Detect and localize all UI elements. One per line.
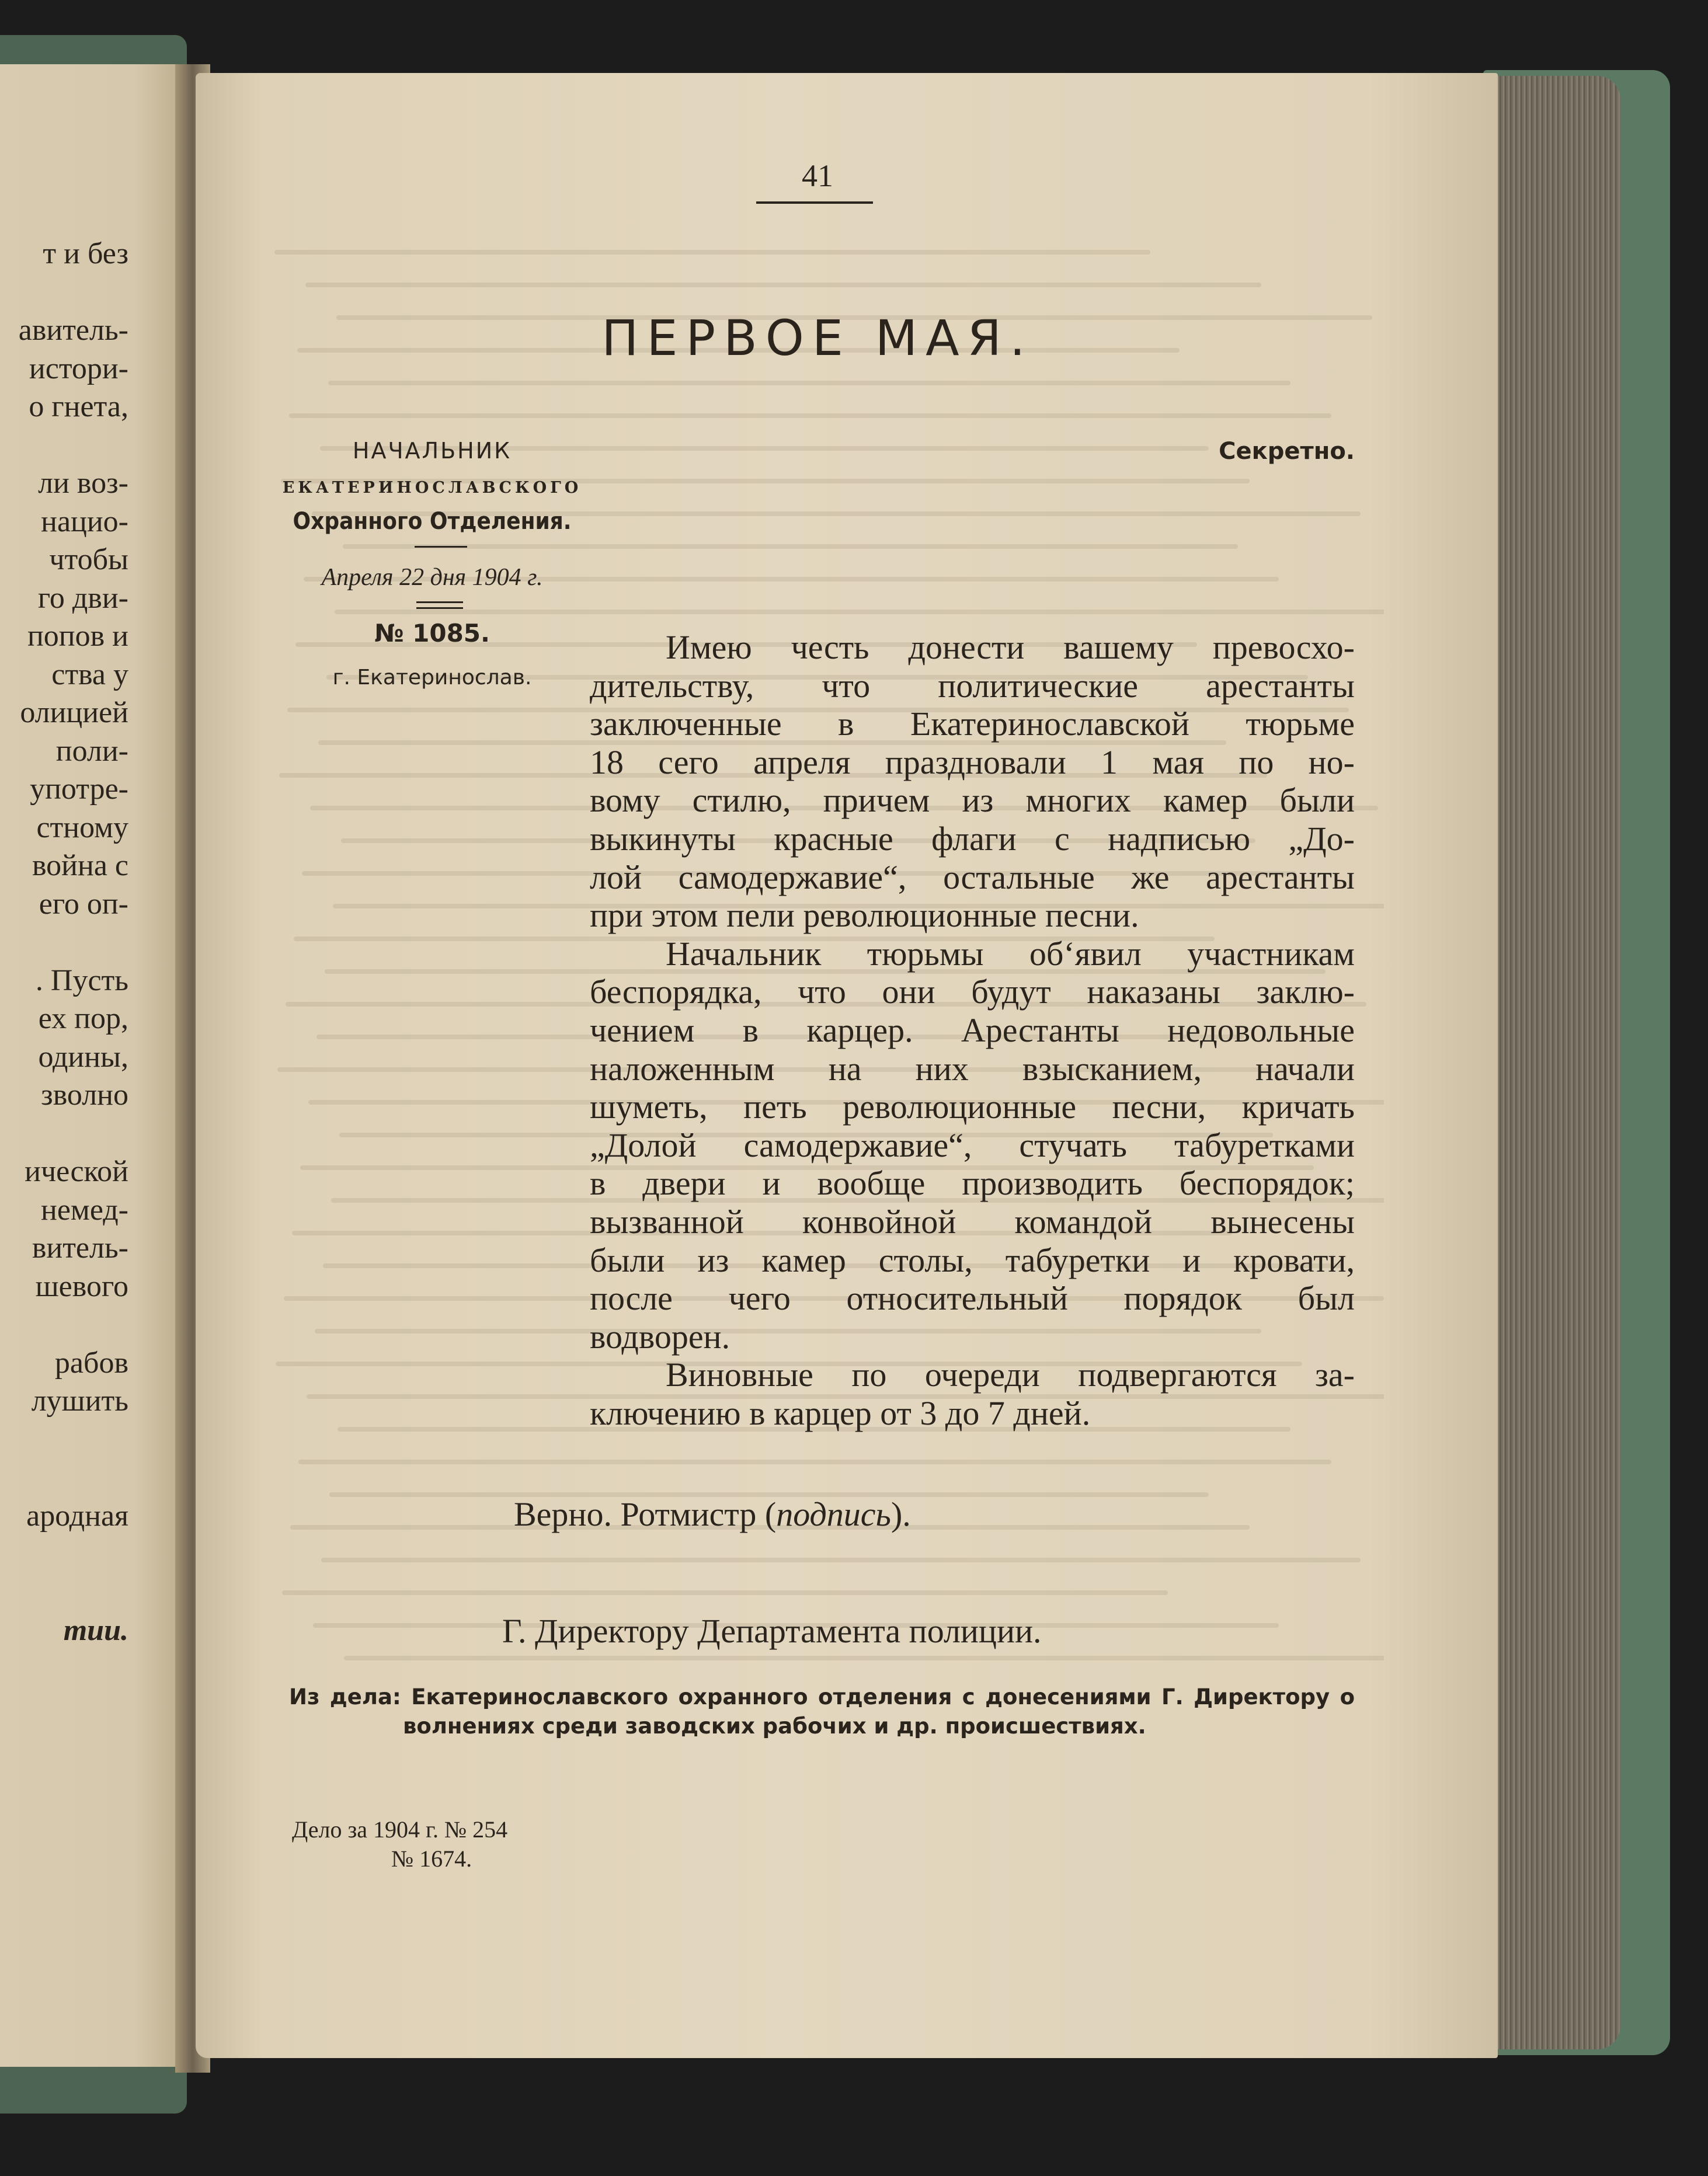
- report-body-line: беспорядка, что они будут наказаны заклю-: [590, 973, 1355, 1011]
- header-double-rule-bottom: [416, 607, 463, 609]
- report-body-line: выкинуты красные флаги с надписью „До-: [590, 820, 1355, 858]
- report-body-line: Имею честь донести вашему превосхо-: [666, 628, 1355, 666]
- left-page-line: шевого: [35, 1270, 128, 1303]
- header-place: г. Екатеринослав.: [332, 666, 532, 690]
- report-body-line: наложенным на них взысканием, начали: [590, 1050, 1355, 1088]
- left-page-line: го дви-: [37, 582, 128, 615]
- source-note-line2: волнениях среди заводских рабочих и др. происшествиях.: [403, 1714, 1146, 1739]
- report-body-line: 18 сего апреля праздновали 1 мая по но-: [590, 743, 1355, 781]
- left-page-line: его оп-: [39, 887, 128, 921]
- left-page-line: . Пусть: [35, 964, 128, 997]
- show-through-bar: [328, 381, 1290, 385]
- show-through-bar: [282, 1590, 1168, 1595]
- left-page-line: т и без: [43, 237, 128, 270]
- left-page-line: олицией: [20, 696, 128, 729]
- header-chief: НАЧАЛЬНИК: [352, 438, 512, 464]
- show-through-bar: [321, 1558, 1361, 1562]
- left-page-line: лушить: [31, 1384, 128, 1418]
- case-reference-line2: № 1674.: [391, 1846, 472, 1872]
- show-through-bar: [344, 1656, 1384, 1660]
- left-page-line: витель-: [32, 1231, 128, 1265]
- left-page-line: чтобы: [49, 543, 128, 576]
- left-page-line: война с: [32, 849, 128, 882]
- header-double-rule-top: [416, 601, 463, 603]
- left-page-line: попов и: [27, 619, 128, 653]
- source-note-line1: Из дела: Екатеринославского охранного отделения с донесениями Г. Директору о: [289, 1684, 1355, 1710]
- show-through-bar: [274, 250, 1150, 255]
- document-title: ПЕРВОЕ МАЯ.: [601, 309, 1034, 367]
- show-through-bar: [343, 544, 1238, 549]
- left-page-line: поли-: [55, 734, 128, 768]
- left-page-line: истори-: [29, 352, 128, 385]
- left-page-line: ародная: [26, 1499, 128, 1533]
- left-page-line: нацио-: [41, 505, 128, 538]
- report-body-line: „Долой самодержавие“, стучать табуретками: [590, 1126, 1355, 1164]
- left-page-line: одины,: [38, 1040, 128, 1074]
- report-body-line: чением в карцер. Арестанты недовольные: [590, 1011, 1355, 1049]
- report-body-line: шуметь, петь революционные песни, кричать: [590, 1088, 1355, 1126]
- signature-prefix: Верно. Ротмистр (: [514, 1495, 777, 1533]
- left-page-line: зволно: [41, 1078, 128, 1112]
- signature-suffix: ).: [890, 1495, 911, 1533]
- report-body-line: были из камер столы, табуретки и кровати,: [590, 1241, 1355, 1279]
- left-page-line: ли воз-: [38, 466, 128, 500]
- left-page-line: ической: [25, 1155, 128, 1188]
- left-page-line: авитель-: [18, 314, 128, 347]
- report-body-line: Начальник тюрьмы об‘явил участникам: [666, 935, 1355, 973]
- report-body-line: лой самодержавие“, остальные же арестанты: [590, 858, 1355, 896]
- show-through-bar: [289, 413, 1331, 418]
- report-body-line: после чего относительный порядок был: [590, 1279, 1355, 1317]
- report-body-line: при этом пели революционные песни.: [590, 896, 1139, 934]
- left-page-line: употре-: [30, 772, 128, 806]
- left-page-line: рабов: [54, 1346, 128, 1380]
- show-through-bar: [298, 1460, 1331, 1464]
- left-page-line: ства у: [51, 658, 128, 691]
- report-body-line: вызванной конвойной командой вынесены: [590, 1203, 1355, 1241]
- report-body-line: заключенные в Екатеринославской тюрьме: [590, 705, 1355, 743]
- report-body-line: вому стилю, причем из многих камер были: [590, 781, 1355, 819]
- header-number: № 1085.: [374, 619, 490, 647]
- header-city: ЕКАТЕРИНОСЛАВСКОГО: [282, 479, 582, 497]
- case-reference-line1: Дело за 1904 г. № 254: [292, 1816, 508, 1843]
- report-body-line: дительству, что политические арестанты: [590, 667, 1355, 705]
- report-body-line: водворен.: [590, 1318, 730, 1356]
- report-body-line: Виновные по очереди подвергаются за-: [666, 1356, 1355, 1394]
- report-body-line: в двери и вообще производить беспорядок;: [590, 1164, 1355, 1202]
- header-department: Охранного Отделения.: [293, 508, 572, 535]
- addressee: Г. Директору Департамента полиции.: [502, 1612, 1042, 1650]
- page-number: 41: [802, 158, 833, 193]
- left-page-line: немед-: [41, 1193, 128, 1227]
- page-edges: [1486, 76, 1620, 2049]
- show-through-bar: [335, 610, 1384, 614]
- left-page-line: тии.: [63, 1614, 128, 1647]
- signature-line: [514, 1495, 911, 1534]
- left-page-line: ех пор,: [38, 1002, 128, 1035]
- left-page-line: стному: [36, 811, 128, 844]
- signature-italic: подпись: [776, 1495, 891, 1533]
- classification-stamp: Секретно.: [1219, 438, 1355, 465]
- report-body-line: ключению в карцер от 3 до 7 дней.: [590, 1394, 1091, 1432]
- header-rule: [415, 546, 467, 548]
- left-page-line: о гнета,: [29, 390, 128, 423]
- show-through-bar: [305, 283, 1261, 287]
- page-number-rule: [756, 201, 873, 204]
- header-date: Апреля 22 дня 1904 г.: [321, 564, 543, 591]
